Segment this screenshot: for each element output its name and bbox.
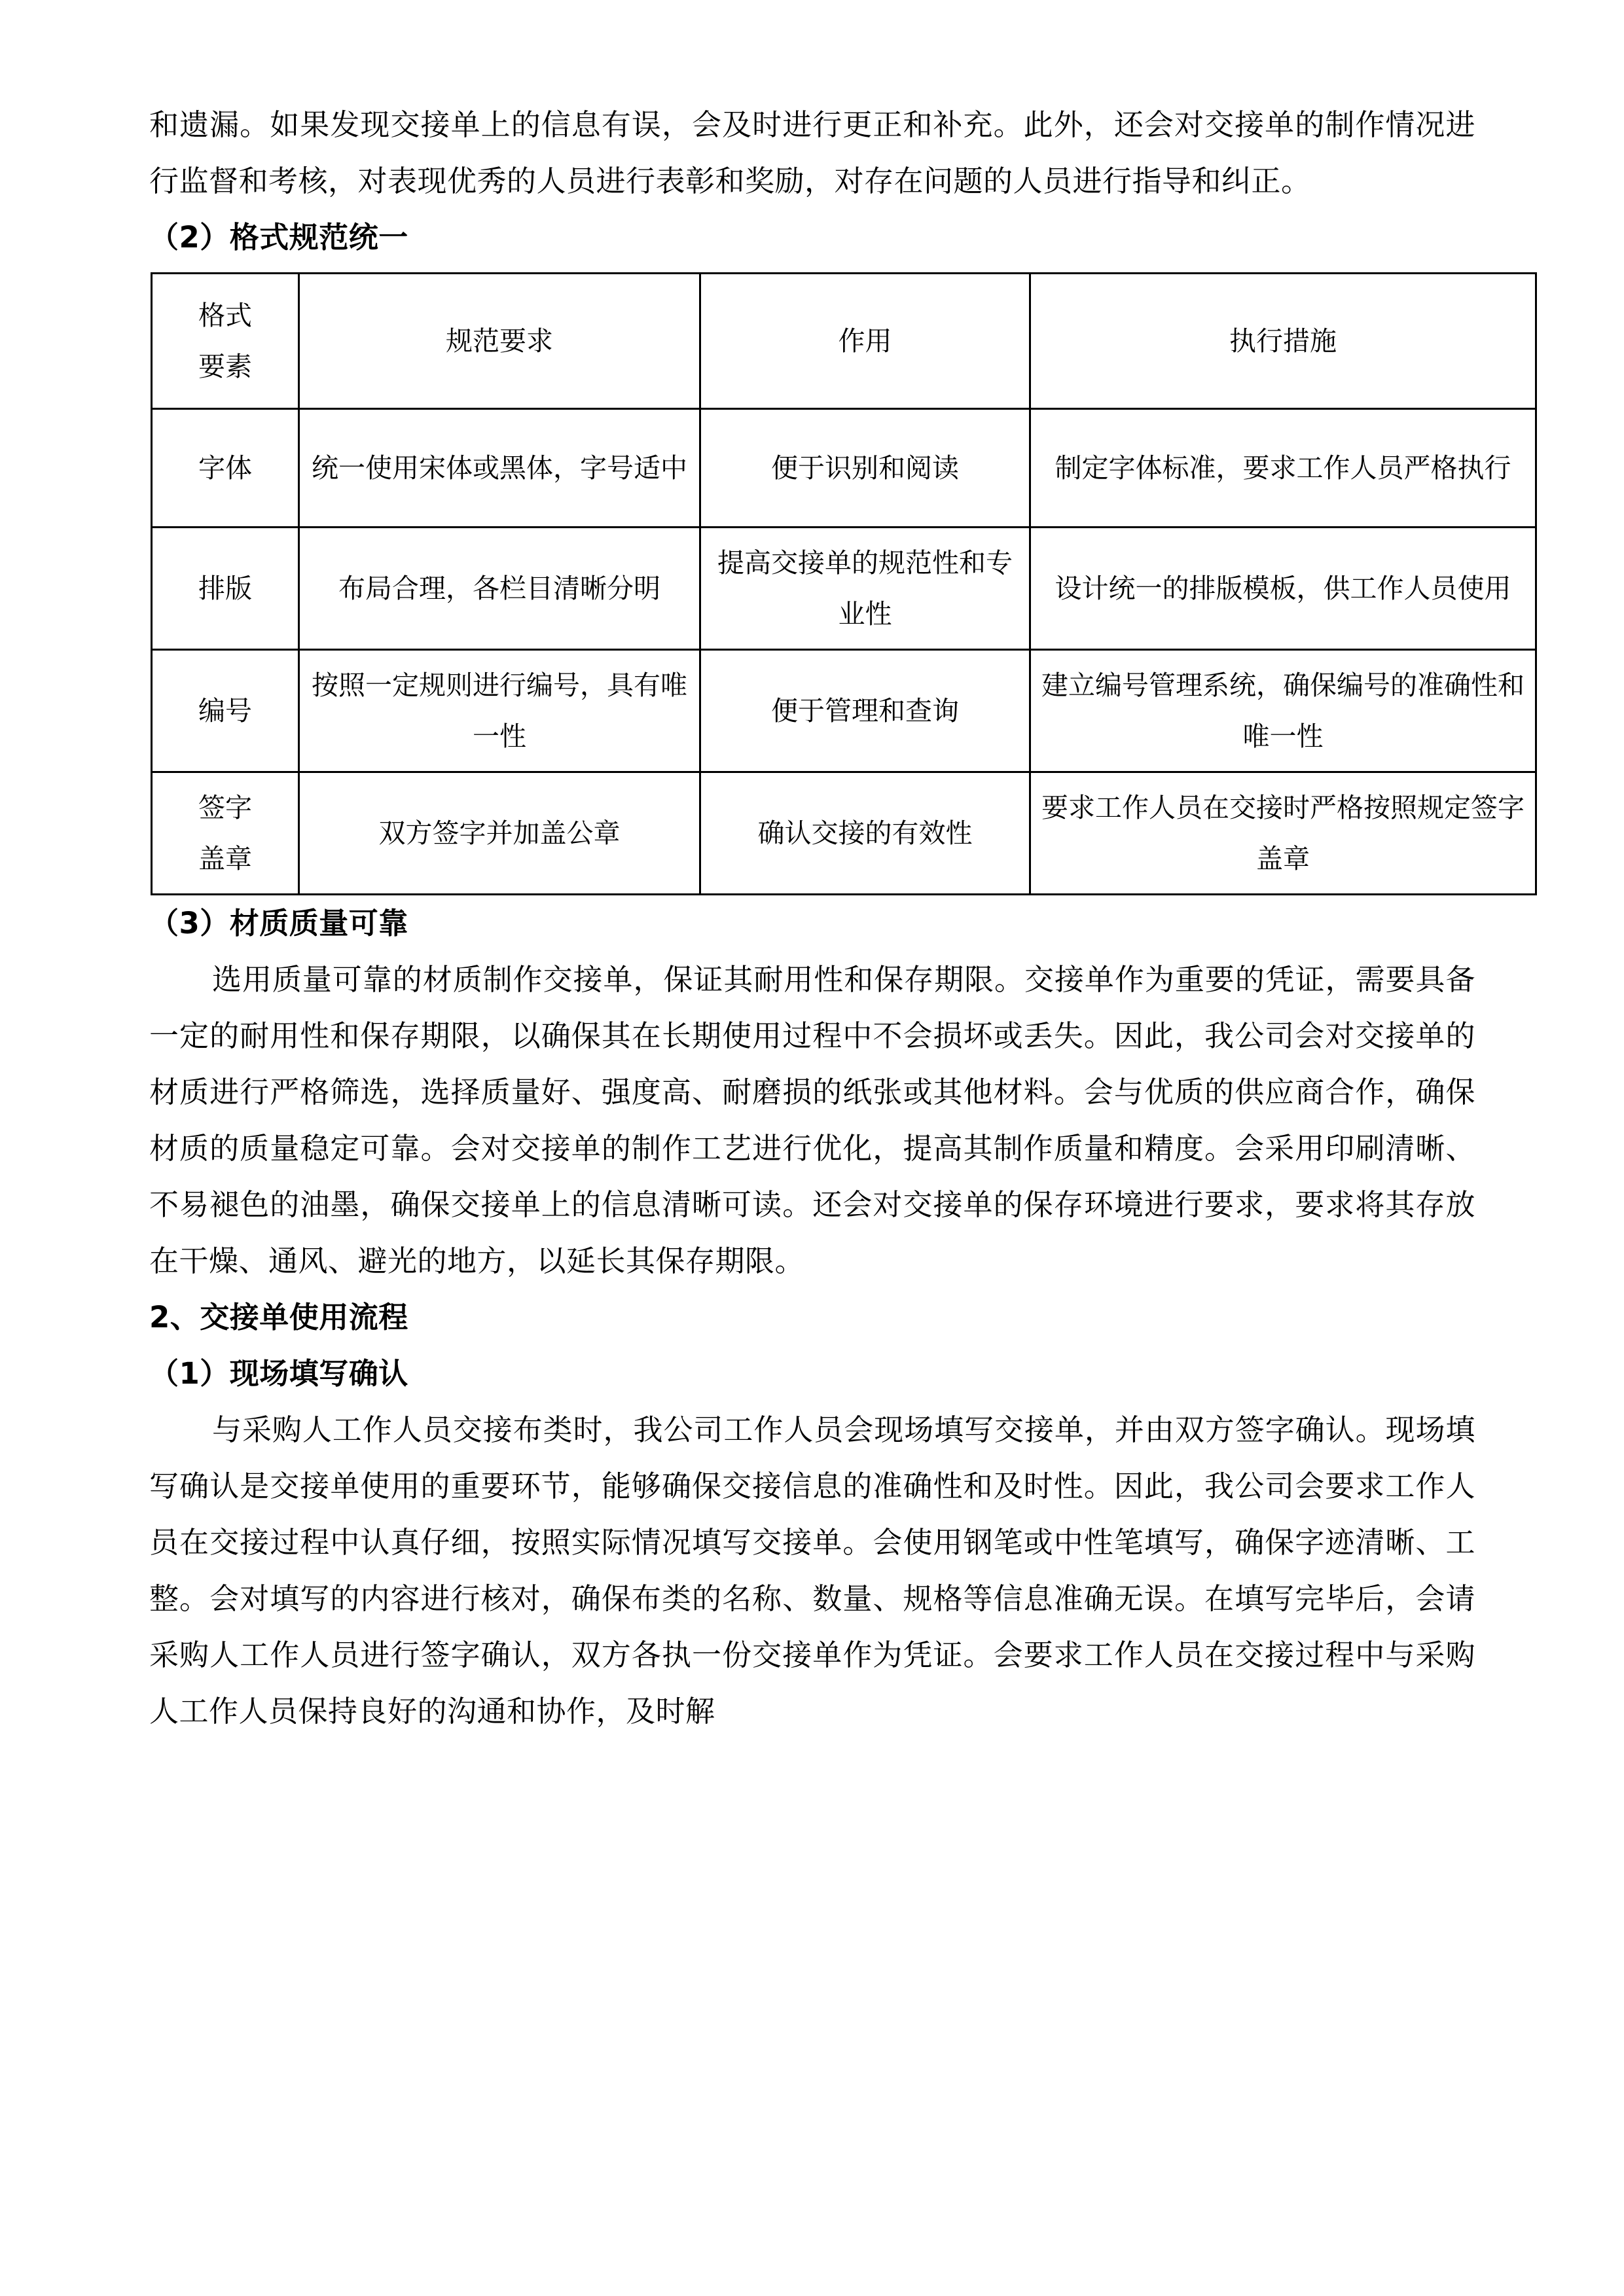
page-content <box>149 97 1525 1740</box>
table-header-cell-measure: 执行措施 <box>1030 274 1536 409</box>
heading-material-quality: （3）材质质量可靠 <box>149 906 408 941</box>
table-row <box>152 650 1536 772</box>
table-cell-function: 确认交接的有效性 <box>700 772 1030 895</box>
paragraph-material-quality: 选用质量可靠的材质制作交接单，保证其耐用性和保存期限。交接单作为重要的凭证，需要具备一定的耐用性和保存期限，以确保其在长期使用过程中不会损坏或丢失。因此，我公司会对交接单的材质进行严格筛选，选择质量好、强度高、耐磨损的纸张或其他材料。会与优质的供应商合作，确保材质的质量稳定可靠。会对交接单的制作工艺进行优化，提高其制作质量和精度。会采用印刷清晰、不易褪色的油墨，确保交接单上的信息清晰可读。还会对交接单的保存环境进行要求，要求将其存放在干燥、通风、避光的地方，以延长其保存期限。 <box>149 962 1475 1278</box>
table-cell-measure: 建立编号管理系统，确保编号的准确性和唯一性 <box>1030 650 1536 772</box>
format-specification-table <box>151 272 1537 895</box>
table-cell-function: 便于管理和查询 <box>700 650 1030 772</box>
table-row <box>152 528 1536 650</box>
paragraph-onsite-fill: 与采购人工作人员交接布类时，我公司工作人员会现场填写交接单，并由双方签字确认。现场填写确认是交接单使用的重要环节，能够确保交接信息的准确性和及时性。因此，我公司会要求工作人员在交接过程中认真仔细，按照实际情况填写交接单。会使用钢笔或中性笔填写，确保字迹清晰、工整。会对填写的内容进行核对，确保布类的名称、数量、规格等信息准确无误。在填写完毕后，会请采购人工作人员进行签字确认，双方各执一份交接单作为凭证。会要求工作人员在交接过程中与采购人工作人员保持良好的沟通和协作，及时解 <box>149 1412 1475 1729</box>
table-cell-measure: 要求工作人员在交接时严格按照规定签字盖章 <box>1030 772 1536 895</box>
header-element-line2: 要素 <box>198 351 252 382</box>
cell-element-line2: 盖章 <box>198 843 252 874</box>
table-row <box>152 409 1536 528</box>
paragraph-intro-continued: 和遗漏。如果发现交接单上的信息有误，会及时进行更正和补充。此外，还会对交接单的制作情况进行监督和考核，对表现优秀的人员进行表彰和奖励，对存在问题的人员进行指导和纠正。 <box>149 107 1475 198</box>
table-header-cell-element <box>152 274 299 409</box>
table-cell-requirement: 布局合理，各栏目清晰分明 <box>299 528 700 650</box>
table-cell-measure: 设计统一的排版模板，供工作人员使用 <box>1030 528 1536 650</box>
table-cell-measure: 制定字体标准，要求工作人员严格执行 <box>1030 409 1536 528</box>
table-cell-element <box>152 772 299 895</box>
table-header-cell-requirement: 规范要求 <box>299 274 700 409</box>
table-header-cell-function: 作用 <box>700 274 1030 409</box>
table-cell-element: 排版 <box>152 528 299 650</box>
table-header-row <box>152 274 1536 409</box>
table-cell-requirement: 统一使用宋体或黑体，字号适中 <box>299 409 700 528</box>
table-row <box>152 772 1536 895</box>
header-element-line1: 格式 <box>198 300 252 331</box>
heading-usage-process: 2、交接单使用流程 <box>149 1300 408 1335</box>
cell-element-line1: 签字 <box>198 792 252 823</box>
table-cell-function: 便于识别和阅读 <box>700 409 1030 528</box>
heading-onsite-fill: （1）现场填写确认 <box>149 1356 408 1391</box>
table-cell-function: 提高交接单的规范性和专业性 <box>700 528 1030 650</box>
table-cell-requirement: 双方签字并加盖公章 <box>299 772 700 895</box>
table-cell-element: 字体 <box>152 409 299 528</box>
table-cell-element: 编号 <box>152 650 299 772</box>
table-cell-requirement: 按照一定规则进行编号，具有唯一性 <box>299 650 700 772</box>
heading-format-unified: （2）格式规范统一 <box>149 220 408 255</box>
